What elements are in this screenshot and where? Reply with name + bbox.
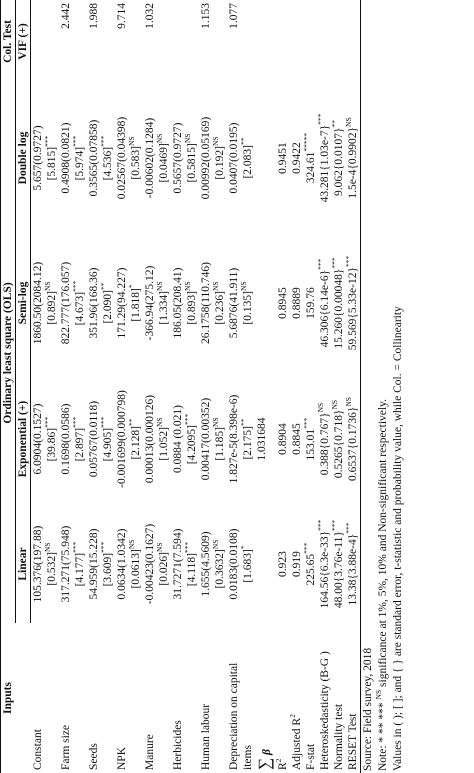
stat-exponential: $0.6537\{0.1736\}^{NS}$ [346, 373, 361, 505]
cell-exponential-t: $[1.052]^{NS}$ [155, 417, 171, 461]
stat-semilog-text: 159.76 [305, 287, 318, 319]
stat-linear-text: 48.00{3.76e-11} [333, 531, 346, 609]
stat-exponential-text: 0.6537{0.1736} [347, 406, 360, 481]
cell-linear-text: 1.655(4.5609) [200, 531, 213, 597]
stat-linear: 225.65*** [302, 542, 318, 586]
cell-exponential [171, 373, 185, 505]
cell-semilog [171, 233, 185, 373]
cell-vif-text: 1.032 [144, 3, 157, 29]
cell-semilog [59, 233, 73, 373]
stat-exponential-text: 0.8845 [291, 423, 304, 455]
row-name [143, 623, 157, 773]
cell-doublelog-text: 0.3565(0.07858) [88, 119, 101, 197]
cell-doublelog [115, 83, 129, 233]
cell-exponential-t: [2.175]** [239, 418, 255, 460]
table-row [171, 0, 185, 773]
cell-exponential-text: 1.827e-5(8.398e-6) [228, 394, 241, 484]
cell-exponential-t-text: [2.897] [74, 427, 87, 462]
cell-linear-text: 317.271(75.948) [60, 525, 73, 603]
row-name [227, 623, 241, 773]
row-name-text: Manure [144, 734, 157, 770]
cell-semilog-text: 1860.50(2084.12) [32, 261, 45, 345]
row-name-cont [129, 623, 143, 773]
cell-semilog-text: 171.29(94.227) [116, 267, 129, 339]
empty-cell [318, 0, 332, 83]
sum-beta-exponential [255, 373, 276, 505]
cell-exponential [87, 373, 101, 505]
cell-exponential-t-text: [39.86] [46, 427, 59, 462]
empty-cell [290, 0, 304, 83]
note-significance: Note: * ** *** $^{NS}$ significance at 1%, 5%, 10% and Non-significant respectively. [374, 399, 389, 771]
header-linear: Linear [16, 505, 31, 623]
cell-linear-t: [3.609]*** [99, 541, 115, 587]
table-row [241, 0, 255, 773]
cell-linear-t-text: [0.026] [158, 552, 171, 586]
stat-name [318, 623, 332, 773]
cell-linear-t: $[0.3632]^{NS}$ [211, 539, 227, 589]
stat-semilog: 46.306{6.14e-6}*** [316, 258, 332, 348]
cell-exponential-t: [4.905]*** [99, 416, 115, 462]
cell-semilog-text: -366.94(275.12) [144, 265, 157, 341]
table-row [115, 0, 129, 773]
cell-exponential-t-text: [2.175] [242, 425, 255, 460]
header-vif: VIF (+) [16, 0, 31, 83]
stat-exponential: $0.388\{0.767\}^{NS}$ [316, 402, 332, 476]
cell-exponential [143, 373, 157, 505]
table-row [87, 0, 101, 773]
cell-semilog-t: $[0.135]^{NS}$ [239, 281, 255, 325]
sum-beta-exponential-text: 1.031684 [256, 417, 269, 461]
cell-semilog-t-text: [4.673] [74, 291, 87, 326]
stat-linear-text: 0.923 [277, 551, 290, 577]
cell-linear-t: $[0.0613]^{NS}$ [127, 539, 143, 589]
cell-semilog [199, 233, 213, 373]
cell-doublelog-text: 0.4908(0.0821) [60, 122, 73, 194]
cell-linear-t: $[0.532]^{NS}$ [43, 542, 59, 586]
cell-doublelog [87, 83, 101, 233]
cell-exponential-t: [4.2095]*** [183, 413, 199, 465]
cell-doublelog-text: 0.0407(0.0195) [228, 122, 241, 194]
cell-linear-text: 54.959(15.228) [88, 528, 101, 600]
cell-semilog-t-text: [0.892] [46, 291, 59, 325]
cell-doublelog-t: [5.815]*** [43, 135, 59, 181]
row-name [199, 623, 213, 773]
row-name-text: Constant [31, 729, 44, 770]
cell-semilog-text: 26.1758(110.746) [200, 262, 213, 344]
row-name-cont [185, 623, 199, 773]
row-name-text: Farm size [60, 724, 73, 770]
cell-linear-t: [4.177]*** [71, 541, 87, 587]
cell-vif-text: 9.714 [116, 3, 129, 29]
cell-exponential-text: 0.0884 (0.021) [172, 404, 185, 474]
cell-semilog-t-text: [1.818] [130, 288, 143, 322]
stat-semilog-text: 59.569{5.33e-12} [347, 267, 360, 351]
stat-name-text: Normality test [333, 703, 346, 770]
sigma-icon: ∑ [255, 757, 275, 770]
table-row [31, 0, 46, 773]
header-coltest: Col. Test [1, 0, 16, 83]
cell-exponential-t-text: [4.905] [102, 427, 115, 462]
cell-doublelog [171, 83, 185, 233]
cell-exponential-t-text: [2.128] [130, 425, 143, 460]
row-name-cont [73, 623, 87, 773]
empty-cell [276, 0, 290, 83]
cell-exponential [31, 373, 46, 505]
stat-doublelog-text: 324.61 [305, 151, 318, 184]
cell-semilog-t: [1.818]* [127, 284, 143, 322]
cell-linear-t-text: [3.609] [102, 552, 115, 587]
cell-doublelog-t: $[0.192]^{NS}$ [211, 136, 227, 180]
stat-doublelog-text: 0.9422 [291, 142, 304, 174]
table-row [227, 0, 241, 773]
table-row [199, 0, 213, 773]
cell-vif [87, 0, 115, 83]
cell-exponential-text: -0.001699(0.000798) [116, 390, 129, 488]
cell-semilog [31, 233, 46, 373]
table-row [59, 0, 73, 773]
stat-exponential: $0.5265\{0.718\}^{NS}$ [330, 399, 346, 479]
cell-linear-t-text: [0.532] [46, 552, 59, 586]
stat-exponential [290, 373, 304, 505]
cell-doublelog-t: [4.536]*** [99, 135, 115, 181]
stat-name-text: F-stat [305, 743, 318, 770]
cell-linear-t-text: [0.0613] [130, 549, 143, 589]
row-name-text: Depreciation on capital [228, 662, 241, 770]
row-name [87, 623, 101, 773]
stat-doublelog [290, 83, 304, 233]
stat-name [332, 623, 346, 773]
cell-linear-t-text: [1.683] [242, 549, 255, 583]
cell-doublelog-t: $[0.5815]^{NS}$ [183, 133, 199, 183]
stat-linear [276, 505, 290, 623]
cell-exponential-t: [2.128]** [127, 418, 143, 460]
stat-semilog-text: 46.306{6.14e-6} [319, 269, 332, 348]
stat-name: Adjusted $R^2$ [288, 714, 304, 770]
stat-linear-text: 225.65 [305, 553, 318, 586]
cell-doublelog-t-text: [0.192] [214, 146, 227, 180]
cell-exponential-t-text: [4.2095] [186, 424, 199, 465]
stat-exponential-text: 0.5265{0.718} [333, 409, 346, 479]
row-name-cont [101, 623, 115, 773]
stat-doublelog-text: 9.062{0.0107} [333, 127, 346, 197]
table-row [143, 0, 157, 773]
cell-doublelog-text: 0.00992(0.05169) [200, 116, 213, 200]
cell-linear-t-text: [4.177] [74, 552, 87, 587]
cell-doublelog-t-text: [2.083] [242, 144, 255, 179]
empty-cell [304, 0, 318, 83]
cell-linear [199, 505, 213, 623]
stat-doublelog-text: 0.9451 [277, 142, 290, 174]
row-name-cont [45, 623, 59, 773]
cell-semilog-text: 5.6876(41.911) [228, 267, 241, 339]
stat-semilog [276, 233, 290, 373]
cell-doublelog-t-text: [0.0469] [158, 143, 171, 183]
stat-linear-text: 0.919 [291, 551, 304, 577]
cell-exponential [115, 373, 129, 505]
cell-linear-text: 31.7271(7.594) [172, 528, 185, 600]
cell-exponential [227, 373, 241, 505]
stat-doublelog: 324.61***** [302, 132, 318, 184]
row-name-text: Seeds [88, 743, 101, 770]
cell-exponential [199, 373, 213, 505]
stat-linear: 48.00{3.76e-11}*** [330, 519, 346, 609]
cell-semilog-t: $[0.892]^{NS}$ [43, 281, 59, 325]
cell-vif [199, 0, 227, 83]
cell-doublelog [59, 83, 73, 233]
cell-exponential [59, 373, 73, 505]
table-row [157, 0, 171, 773]
cell-linear-t-text: [0.3632] [214, 549, 227, 589]
empty-cell [346, 0, 361, 83]
table-row [73, 0, 87, 773]
cell-semilog-text: 822.777(176.057) [60, 261, 73, 345]
stat-name: $R^2$ [274, 758, 290, 770]
empty-cell [332, 0, 346, 83]
cell-linear [143, 505, 157, 623]
cell-linear-text: 0.0634(1.0342) [116, 528, 129, 600]
cell-linear-text: 0.0183(0.0108) [228, 528, 241, 600]
cell-doublelog-t: $[0.0469]^{NS}$ [155, 133, 171, 183]
stat-semilog [290, 233, 304, 373]
stat-semilog: 15.260{0.00048}*** [330, 257, 346, 349]
table-row [213, 0, 227, 773]
cell-semilog-t: $[0.236]^{NS}$ [211, 281, 227, 325]
stat-row [276, 0, 290, 773]
cell-vif-text: 1.988 [88, 3, 101, 29]
stat-semilog-text: 0.8945 [277, 287, 290, 319]
stat-linear-text: 164.56{6.3e-33} [319, 530, 332, 609]
table-notes [361, 0, 405, 773]
stat-linear: 164.56{6.3e-33}*** [316, 519, 332, 609]
cell-doublelog-t-text: [0.583] [130, 146, 143, 180]
cell-doublelog-t-text: [5.974] [74, 146, 87, 181]
cell-linear-t: [4.118]*** [183, 541, 199, 587]
cell-doublelog-t-text: [4.536] [102, 146, 115, 181]
stat-row [332, 0, 346, 773]
cell-doublelog-text: 5.657(0.9727) [32, 125, 45, 191]
stat-name-text: R [277, 762, 290, 770]
stat-row [318, 0, 332, 773]
cell-semilog-t-text: [0.135] [242, 291, 255, 325]
note-source: Source: Field survey, 2018 [362, 647, 375, 771]
row-name-cont [157, 623, 171, 773]
cell-doublelog-t: $[0.583]^{NS}$ [127, 136, 143, 180]
row-name-text: Herbicides [172, 720, 185, 770]
stat-doublelog: 9.062{0.0107}** [330, 119, 346, 197]
cell-vif [143, 0, 171, 83]
cell-linear-t-text: [4.118] [186, 553, 199, 587]
stat-doublelog-text: 1.5e-4{0.9902} [347, 126, 360, 199]
header-exponential: Exponential (+) [16, 373, 31, 505]
stat-exponential-text: 0.388{0.767} [319, 412, 332, 476]
row-name-text: NPK [116, 746, 129, 770]
row-name-text: Human labour [200, 703, 213, 770]
stat-name-text: Adjusted R [291, 717, 304, 770]
stat-doublelog: 43.281{1.03e-7}*** [316, 113, 332, 203]
cell-semilog [143, 233, 157, 373]
cell-linear [115, 505, 129, 623]
row-name [171, 623, 185, 773]
cell-semilog-t-text: [1.334] [158, 291, 171, 325]
cell-linear [171, 505, 185, 623]
stat-doublelog [276, 83, 290, 233]
cell-exponential-t: $[1.185]^{NS}$ [211, 417, 227, 461]
cell-semilog [115, 233, 129, 373]
stat-row [290, 0, 304, 773]
stat-exponential: 153.01*** [302, 417, 318, 461]
cell-vif-text: 1.153 [200, 3, 213, 29]
stat-exponential-text: 0.8904 [277, 423, 290, 455]
header-doublelog: Double log [16, 83, 31, 233]
stat-exponential-text: 153.01 [305, 428, 318, 461]
header-semilog: Semi-log [16, 233, 31, 373]
row-name-cont [213, 623, 227, 773]
row-name [59, 623, 73, 773]
cell-doublelog-t-text: [0.5815] [186, 143, 199, 183]
cell-semilog-t: [2.090]** [99, 282, 115, 324]
empty-cell [255, 0, 276, 83]
sum-beta-linear [255, 505, 276, 623]
cell-exponential-t: [2.897]*** [71, 416, 87, 462]
table-row [129, 0, 143, 773]
cell-linear [31, 505, 46, 623]
cell-linear-text: -0.00423(0.1627) [144, 523, 157, 605]
cell-semilog [227, 233, 241, 373]
cell-semilog-t-text: [2.090] [102, 289, 115, 324]
cell-doublelog-t: [2.083]** [239, 137, 255, 179]
stat-name-text: RESET Test [347, 713, 360, 770]
table-row [45, 0, 59, 773]
stat-name-text: Heteroskedasticity (B-G ) [319, 651, 332, 770]
cell-vif-text: 1.077 [228, 3, 241, 29]
cell-doublelog [199, 83, 213, 233]
cell-vif-text: 2.442 [60, 3, 73, 29]
empty-cell [255, 83, 276, 233]
stat-semilog-text: 0.8889 [291, 287, 304, 319]
cell-semilog [87, 233, 101, 373]
cell-semilog-text: 351.96(168.36) [88, 267, 101, 339]
stat-name [304, 623, 318, 773]
cell-exponential-text: 0.1698(0.0586) [60, 403, 73, 475]
cell-doublelog-t-text: [5.815] [46, 146, 59, 181]
cell-exponential-t-text: [1.185] [214, 427, 227, 461]
stat-linear [290, 505, 304, 623]
cell-vif [115, 0, 143, 83]
cell-semilog-t-text: [0.893] [186, 291, 199, 325]
cell-linear-t: $[0.026]^{NS}$ [155, 542, 171, 586]
stat-name [346, 623, 361, 773]
cell-doublelog [31, 83, 46, 233]
cell-semilog-t: [4.673]*** [71, 280, 87, 326]
note-values: Values in ( ); [ ]; and { } are standard error, t-statistic and probability value, while Col. = Collinearity [391, 306, 404, 771]
stat-semilog: 59.569{5.33e-12}*** [346, 233, 361, 373]
cell-vif [31, 0, 60, 83]
cell-doublelog-text: 0.02567(0.04398) [116, 116, 129, 200]
cell-vif [171, 0, 199, 83]
header-ols-group: Ordinary least square (OLS) [1, 83, 16, 623]
cell-semilog-text: 186.05(208.41) [172, 267, 185, 339]
cell-exponential-text: 6.0904(0.1527) [32, 403, 45, 475]
header-inputs: Inputs [1, 623, 31, 773]
cell-semilog-t: $[0.893]^{NS}$ [183, 281, 199, 325]
cell-linear-text: 105.376(197.88) [32, 525, 45, 603]
stat-doublelog-text: 43.281{1.03e-7} [319, 124, 332, 203]
row-name [31, 623, 46, 773]
cell-linear [227, 505, 241, 623]
cell-exponential-text: 0.00417(0.00352) [200, 397, 213, 481]
table-row [185, 0, 199, 773]
row-name-cont-text: items [242, 745, 255, 770]
sum-beta-row [255, 0, 276, 773]
cell-doublelog-text: 0.5657(0.9727) [172, 122, 185, 194]
table-row [101, 0, 115, 773]
cell-vif [227, 0, 255, 83]
stat-doublelog: $1.5e-4\{0.9902\}^{NS}$ [346, 83, 361, 233]
cell-semilog-t: $[1.334]^{NS}$ [155, 281, 171, 325]
stat-semilog-text: 15.260{0.00048} [333, 268, 346, 349]
cell-exponential-t: [39.86]*** [43, 416, 59, 462]
cell-doublelog-text: -0.00602(0.1284) [144, 117, 157, 199]
beta-symbol: β [261, 749, 274, 755]
cell-exponential-t-text: [1.052] [158, 427, 171, 461]
empty-cell [255, 233, 276, 373]
row-name [115, 623, 129, 773]
cell-doublelog [227, 83, 241, 233]
stat-semilog [304, 233, 318, 373]
cell-doublelog-t: [5.974]*** [71, 135, 87, 181]
sum-beta-label [255, 623, 276, 773]
cell-linear [87, 505, 101, 623]
cell-linear-t: [1.683]* [239, 545, 255, 583]
stat-exponential [276, 373, 290, 505]
row-name-cont [241, 623, 255, 773]
stat-row [346, 0, 361, 773]
cell-exponential-text: 0.00013(0.000126) [144, 394, 157, 484]
cell-linear [59, 505, 73, 623]
cell-doublelog [143, 83, 157, 233]
cell-vif [59, 0, 87, 83]
cell-exponential-text: 0.05767(0.0118) [88, 400, 101, 478]
cell-semilog-t-text: [0.236] [214, 291, 227, 325]
stat-linear-text: 13.38{3.88e-4} [347, 533, 360, 606]
stat-linear: 13.38{3.88e-4}*** [346, 505, 361, 623]
